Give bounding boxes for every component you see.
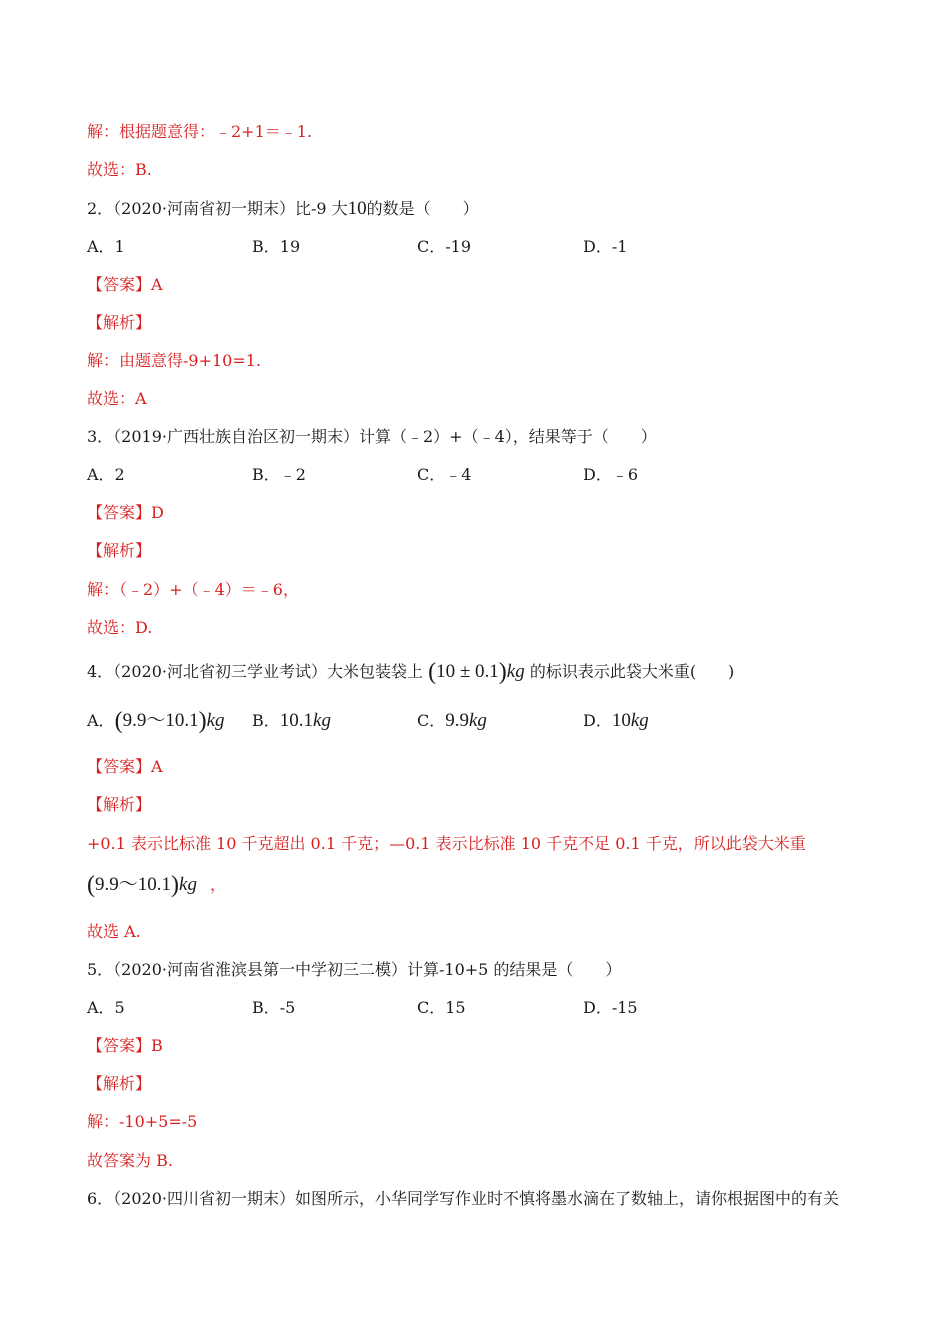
q4-option-d-label: D．: [583, 711, 612, 730]
q4-explanation-math-value: 9.9～10.1: [95, 874, 172, 895]
q1-choice: 故选：B.: [87, 160, 152, 179]
q4-option-b: [252, 709, 331, 733]
q4-stem: [87, 660, 734, 684]
q4-option-c: [417, 709, 487, 733]
q4-answer: 【答案】A: [87, 757, 163, 776]
q4-option-d: [583, 709, 649, 733]
q4-stem-prefix: 4．（2020·河北省初三学业考试）大米包装袋上: [87, 662, 423, 681]
q4-option-b-value: 10.1: [279, 710, 314, 731]
q3-option-a: A．2: [87, 465, 125, 484]
q4-stem-suffix: 的标识表示此袋大米重( ): [529, 662, 735, 681]
q3-answer: 【答案】D: [87, 503, 164, 522]
q5-stem: 5．（2020·河南省淮滨县第一中学初三二模）计算-10+5 的结果是（ ）: [87, 960, 622, 979]
q4-option-b-unit: kg: [313, 710, 331, 731]
q2-stem-prefix: 2．（2020·河南省初一期末）比-9 大: [87, 199, 348, 218]
q2-option-a: A．1: [87, 237, 125, 256]
q3-option-d: D．﹣6: [583, 465, 639, 484]
q1-solution: 解：根据题意得：﹣2+1＝﹣1.: [87, 122, 313, 141]
q5-solution: 解：-10+5=-5: [87, 1112, 198, 1131]
q5-option-d: D．-15: [583, 998, 638, 1017]
q4-option-a-value: 9.9～10.1: [122, 710, 199, 731]
q2-stem: [87, 197, 479, 221]
q6-stem: 6．（2020·四川省初一期末）如图所示，小华同学写作业时不慎将墨水滴在了数轴上，请你根据图中的有关: [87, 1189, 839, 1208]
q4-option-c-label: C．: [417, 711, 446, 730]
q5-option-a: A．5: [87, 998, 125, 1017]
q4-option-c-unit: kg: [469, 710, 487, 731]
q2-stem-suffix: 的数是（ ）: [366, 199, 479, 218]
q4-option-a-unit: kg: [206, 710, 225, 731]
q4-stem-math-value: 10 ± 0.1: [436, 661, 499, 682]
q3-option-c: C．﹣4: [417, 465, 472, 484]
q3-option-b: B．﹣2: [252, 465, 306, 484]
q4-option-b-label: B．: [252, 711, 280, 730]
q2-option-b: B．19: [252, 237, 301, 256]
q4-explanation: +0.1 表示比标准 10 千克超出 0.1 千克；—0.1 表示比标准 10 千克不足 0.1 千克，所以此袋大米重: [87, 834, 806, 853]
q2-option-c: C．-19: [417, 237, 472, 256]
q3-stem: 3．（2019·广西壮族自治区初一期末）计算（﹣2）+（﹣4），结果等于（ ）: [87, 427, 657, 446]
q5-option-b: B．-5: [252, 998, 296, 1017]
q4-stem-unit: kg: [506, 661, 525, 682]
q4-explanation-tail: ，: [210, 875, 227, 894]
q2-solution: 解：由题意得-9+10=1.: [87, 351, 262, 370]
q5-choice: 故答案为 B.: [87, 1151, 173, 1170]
q2-stem-number: 10: [347, 198, 367, 219]
q4-explanation-math-line: [87, 873, 226, 897]
q4-option-a-label: A．: [87, 711, 115, 730]
q4-option-d-value: 10: [611, 710, 631, 731]
q2-option-d: D．-1: [583, 237, 628, 256]
q2-choice: 故选：A: [87, 389, 147, 408]
q4-stem-math: (10 ± 0.1)kg: [428, 659, 525, 685]
q5-analysis-label: 【解析】: [87, 1074, 152, 1093]
q3-analysis-label: 【解析】: [87, 541, 152, 560]
q2-analysis-label: 【解析】: [87, 313, 152, 332]
q5-option-c: C．15: [417, 998, 466, 1017]
q4-option-c-value: 9.9: [445, 710, 469, 731]
q4-explanation-math: (9.9～10.1)kg: [87, 872, 197, 898]
q4-option-a: A．(9.9～10.1)kg: [87, 708, 225, 734]
q3-choice: 故选：D.: [87, 618, 153, 637]
q3-solution: 解：（﹣2）+（﹣4）＝﹣6，: [87, 580, 299, 599]
q2-answer: 【答案】A: [87, 275, 163, 294]
q4-explanation-unit: kg: [179, 874, 197, 895]
q4-option-d-unit: kg: [630, 710, 649, 731]
q5-answer: 【答案】B: [87, 1036, 163, 1055]
q4-choice: 故选 A.: [87, 922, 141, 941]
q4-analysis-label: 【解析】: [87, 795, 152, 814]
